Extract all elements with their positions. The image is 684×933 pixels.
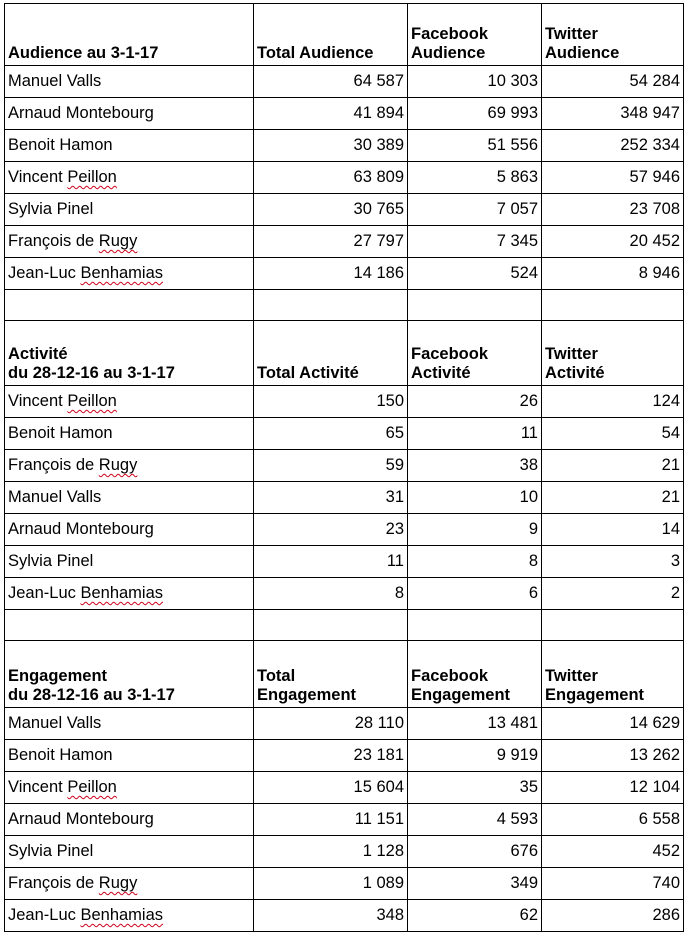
facebook-value: 10 303: [487, 72, 538, 90]
candidate-name-cell[interactable]: [5, 162, 254, 194]
candidate-first-name: François de: [8, 456, 99, 474]
engagement-facebook-header-text: Facebook: [411, 667, 489, 685]
facebook-value-cell[interactable]: [408, 130, 542, 162]
total-value-cell[interactable]: [254, 258, 408, 290]
engagement-facebook-header-text: Engagement: [411, 686, 511, 704]
candidate-last-name-spellcheck: Peillon: [67, 168, 117, 186]
total-value-cell[interactable]: [254, 514, 408, 546]
blank-cell[interactable]: [5, 290, 254, 321]
candidate-name-cell[interactable]: [5, 418, 254, 450]
table-row: [5, 162, 684, 194]
total-value: 28 110: [354, 714, 404, 732]
total-value-cell[interactable]: [254, 578, 408, 610]
audience-twitter-header[interactable]: [542, 4, 684, 66]
blank-cell[interactable]: [5, 610, 254, 641]
twitter-value-cell[interactable]: [542, 226, 684, 258]
audience-total-header[interactable]: [254, 4, 408, 66]
facebook-value-cell[interactable]: [408, 194, 542, 226]
total-value: 14 186: [353, 264, 404, 282]
candidate-name-cell[interactable]: [5, 98, 254, 130]
table-row: [5, 98, 684, 130]
candidate-first-name: Arnaud Montebourg: [8, 104, 154, 122]
candidate-name-cell[interactable]: [5, 450, 254, 482]
twitter-value-cell[interactable]: [542, 708, 684, 740]
audience-facebook-header-text: Facebook: [411, 25, 489, 43]
candidate-name-cell[interactable]: [5, 546, 254, 578]
total-value-cell[interactable]: [254, 804, 408, 836]
facebook-value-cell[interactable]: [408, 708, 542, 740]
candidate-first-name: Benoit Hamon: [8, 746, 113, 764]
blank-row: [5, 290, 684, 321]
facebook-value-cell[interactable]: [408, 772, 542, 804]
twitter-value: 14: [661, 520, 680, 538]
candidate-first-name: Vincent: [8, 778, 68, 796]
twitter-value: 57 946: [629, 168, 680, 186]
total-value: 30 389: [353, 136, 404, 154]
twitter-value-cell[interactable]: [542, 482, 684, 514]
activite-facebook-header-text: Facebook: [411, 345, 489, 363]
blank-cell[interactable]: [408, 290, 542, 321]
table-row: [5, 868, 684, 900]
candidate-first-name: François de: [8, 874, 99, 892]
candidate-name-cell[interactable]: [5, 900, 254, 932]
activite-title-cell-text: Activité: [8, 345, 68, 363]
engagement-title-cell-text: du 28-12-16 au 3-1-17: [8, 686, 175, 704]
engagement-twitter-header-text: Engagement: [545, 686, 645, 704]
table-row: [5, 708, 684, 740]
total-value: 64 587: [353, 72, 404, 90]
twitter-value: 8 946: [638, 264, 680, 282]
facebook-value: 35: [519, 778, 538, 796]
facebook-value: 5 863: [496, 168, 538, 186]
candidate-last-name-spellcheck: Benhamias: [80, 906, 164, 924]
audience-facebook-header[interactable]: [408, 4, 542, 66]
twitter-value: 286: [652, 906, 680, 924]
header-row: [5, 641, 684, 708]
total-value-cell[interactable]: [254, 130, 408, 162]
audience-twitter-header-text: Twitter: [545, 25, 598, 43]
total-value-cell[interactable]: [254, 708, 408, 740]
table-row: [5, 482, 684, 514]
candidate-last-name-spellcheck: Rugy: [98, 232, 138, 250]
facebook-value: 38: [519, 456, 538, 474]
header-row: [5, 4, 684, 66]
engagement-facebook-header[interactable]: [408, 641, 542, 708]
candidate-name-cell[interactable]: [5, 194, 254, 226]
candidate-first-name: Manuel Valls: [8, 488, 102, 506]
candidate-name-cell[interactable]: [5, 258, 254, 290]
candidate-first-name: Vincent: [8, 392, 68, 410]
candidate-name-cell[interactable]: [5, 226, 254, 258]
candidate-first-name: Manuel Valls: [8, 714, 102, 732]
twitter-value-cell[interactable]: [542, 66, 684, 98]
total-value-cell[interactable]: [254, 450, 408, 482]
candidate-first-name: Vincent: [8, 168, 68, 186]
twitter-value: 348 947: [620, 104, 680, 122]
candidate-first-name: Manuel Valls: [8, 72, 102, 90]
facebook-value-cell[interactable]: [408, 98, 542, 130]
candidate-last-name-spellcheck: Rugy: [98, 874, 138, 892]
facebook-value: 69 993: [487, 104, 538, 122]
audience-facebook-header-text: Audience: [411, 44, 486, 62]
candidate-first-name: Jean-Luc: [8, 584, 81, 602]
facebook-value-cell[interactable]: [408, 868, 542, 900]
table-row: [5, 386, 684, 418]
candidate-last-name-spellcheck: Rugy: [98, 456, 138, 474]
blank-cell[interactable]: [254, 610, 408, 641]
table-row: [5, 836, 684, 868]
twitter-value-cell[interactable]: [542, 386, 684, 418]
activite-twitter-header-text: Activité: [545, 364, 605, 382]
facebook-value: 524: [510, 264, 538, 282]
table-row: [5, 418, 684, 450]
twitter-value-cell[interactable]: [542, 450, 684, 482]
total-value: 59: [385, 456, 404, 474]
header-row: [5, 321, 684, 386]
facebook-value: 62: [519, 906, 538, 924]
total-value: 63 809: [353, 168, 404, 186]
candidate-first-name: Arnaud Montebourg: [8, 520, 154, 538]
candidate-first-name: François de: [8, 232, 99, 250]
candidate-name-cell[interactable]: [5, 66, 254, 98]
table-row: [5, 740, 684, 772]
twitter-value-cell[interactable]: [542, 514, 684, 546]
twitter-value: 14 629: [629, 714, 680, 732]
table-row: [5, 258, 684, 290]
engagement-title-cell[interactable]: [5, 641, 254, 708]
blank-row: [5, 610, 684, 641]
twitter-value: 2: [670, 584, 680, 602]
candidate-name-cell[interactable]: [5, 130, 254, 162]
twitter-value: 6 558: [638, 810, 680, 828]
activite-total-header-text: Total Activité: [257, 364, 359, 382]
total-value-cell[interactable]: [254, 418, 408, 450]
facebook-value-cell[interactable]: [408, 418, 542, 450]
candidate-name-cell[interactable]: [5, 740, 254, 772]
facebook-value: 7 057: [496, 200, 538, 218]
table-row: [5, 772, 684, 804]
total-value: 348: [376, 906, 404, 924]
activite-facebook-header-text: Activité: [411, 364, 471, 382]
candidate-first-name: Sylvia Pinel: [8, 842, 94, 860]
activite-twitter-header[interactable]: [542, 321, 684, 386]
candidate-last-name-spellcheck: Peillon: [67, 392, 117, 410]
total-value: 150: [376, 392, 404, 410]
twitter-value: 452: [652, 842, 680, 860]
twitter-value: 23 708: [629, 200, 680, 218]
total-value: 27 797: [353, 232, 404, 250]
candidate-last-name-spellcheck: Benhamias: [80, 584, 164, 602]
engagement-total-header-text: Total: [257, 667, 296, 685]
facebook-value: 26: [519, 392, 538, 410]
twitter-value: 21: [661, 456, 680, 474]
blank-cell[interactable]: [542, 290, 684, 321]
total-value: 23 181: [353, 746, 404, 764]
audience-title-cell-text: Audience au 3-1-17: [8, 44, 159, 62]
total-value-cell[interactable]: [254, 98, 408, 130]
table-row: [5, 514, 684, 546]
twitter-value-cell[interactable]: [542, 258, 684, 290]
facebook-value-cell[interactable]: [408, 740, 542, 772]
facebook-value-cell[interactable]: [408, 482, 542, 514]
candidate-name-cell[interactable]: [5, 772, 254, 804]
total-value-cell[interactable]: [254, 868, 408, 900]
facebook-value: 9 919: [496, 746, 538, 764]
facebook-value: 4 593: [496, 810, 538, 828]
total-value-cell[interactable]: [254, 482, 408, 514]
facebook-value-cell[interactable]: [408, 836, 542, 868]
facebook-value: 8: [528, 552, 538, 570]
blank-cell[interactable]: [254, 290, 408, 321]
facebook-value-cell[interactable]: [408, 450, 542, 482]
total-value: 30 765: [353, 200, 404, 218]
total-value-cell[interactable]: [254, 386, 408, 418]
facebook-value: 349: [510, 874, 538, 892]
facebook-value: 9: [528, 520, 538, 538]
candidate-name-cell[interactable]: [5, 514, 254, 546]
candidate-first-name: Sylvia Pinel: [8, 552, 94, 570]
total-value: 41 894: [353, 104, 404, 122]
twitter-value: 12 104: [629, 778, 680, 796]
spreadsheet-table: [4, 3, 684, 932]
blank-cell[interactable]: [542, 610, 684, 641]
twitter-value-cell[interactable]: [542, 162, 684, 194]
candidate-name-cell[interactable]: [5, 868, 254, 900]
facebook-value-cell[interactable]: [408, 258, 542, 290]
twitter-value-cell[interactable]: [542, 900, 684, 932]
twitter-value-cell[interactable]: [542, 804, 684, 836]
twitter-value: 740: [652, 874, 680, 892]
table-row: [5, 226, 684, 258]
facebook-value: 10: [519, 488, 538, 506]
facebook-value-cell[interactable]: [408, 514, 542, 546]
blank-cell[interactable]: [408, 610, 542, 641]
engagement-total-header-text: Engagement: [257, 686, 357, 704]
activite-twitter-header-text: Twitter: [545, 345, 598, 363]
total-value-cell[interactable]: [254, 546, 408, 578]
twitter-value: 54: [661, 424, 680, 442]
candidate-name-cell[interactable]: [5, 708, 254, 740]
facebook-value: 11: [520, 424, 538, 442]
facebook-value: 7 345: [496, 232, 538, 250]
total-value-cell[interactable]: [254, 740, 408, 772]
twitter-value-cell[interactable]: [542, 418, 684, 450]
total-value-cell[interactable]: [254, 66, 408, 98]
table-row: [5, 66, 684, 98]
twitter-value: 54 284: [629, 72, 680, 90]
engagement-twitter-header-text: Twitter: [545, 667, 598, 685]
twitter-value-cell[interactable]: [542, 194, 684, 226]
table-row: [5, 578, 684, 610]
twitter-value-cell[interactable]: [542, 578, 684, 610]
candidate-last-name-spellcheck: Benhamias: [80, 264, 164, 282]
activite-title-cell[interactable]: [5, 321, 254, 386]
facebook-value: 13 481: [487, 714, 538, 732]
twitter-value: 124: [652, 392, 680, 410]
table-row: [5, 546, 684, 578]
total-value: 65: [385, 424, 404, 442]
total-value-cell[interactable]: [254, 772, 408, 804]
twitter-value: 252 334: [620, 136, 680, 154]
candidate-first-name: Sylvia Pinel: [8, 200, 94, 218]
table-row: [5, 194, 684, 226]
table-row: [5, 804, 684, 836]
candidate-name-cell[interactable]: [5, 482, 254, 514]
facebook-value-cell[interactable]: [408, 162, 542, 194]
audience-total-header-text: Total Audience: [257, 44, 374, 62]
twitter-value: 3: [670, 552, 680, 570]
spreadsheet-body: [5, 4, 684, 932]
candidate-first-name: Jean-Luc: [8, 264, 81, 282]
total-value: 31: [385, 488, 404, 506]
total-value: 15 604: [353, 778, 404, 796]
total-value: 11 151: [354, 810, 404, 828]
total-value-cell[interactable]: [254, 194, 408, 226]
twitter-value-cell[interactable]: [542, 836, 684, 868]
twitter-value-cell[interactable]: [542, 868, 684, 900]
twitter-value-cell[interactable]: [542, 130, 684, 162]
activite-facebook-header[interactable]: [408, 321, 542, 386]
facebook-value-cell[interactable]: [408, 66, 542, 98]
candidate-name-cell[interactable]: [5, 804, 254, 836]
twitter-value: 13 262: [629, 746, 680, 764]
candidate-first-name: Arnaud Montebourg: [8, 810, 154, 828]
engagement-twitter-header[interactable]: [542, 641, 684, 708]
total-value: 1 128: [362, 842, 404, 860]
candidate-first-name: Benoit Hamon: [8, 424, 113, 442]
total-value-cell[interactable]: [254, 226, 408, 258]
twitter-value-cell[interactable]: [542, 98, 684, 130]
total-value: 23: [385, 520, 404, 538]
total-value-cell[interactable]: [254, 162, 408, 194]
total-value-cell[interactable]: [254, 900, 408, 932]
total-value-cell[interactable]: [254, 836, 408, 868]
candidate-name-cell[interactable]: [5, 578, 254, 610]
audience-title-cell[interactable]: [5, 4, 254, 66]
candidate-name-cell[interactable]: [5, 836, 254, 868]
facebook-value-cell[interactable]: [408, 546, 542, 578]
audience-twitter-header-text: Audience: [545, 44, 620, 62]
twitter-value-cell[interactable]: [542, 546, 684, 578]
engagement-total-header[interactable]: [254, 641, 408, 708]
engagement-title-cell-text: Engagement: [8, 667, 108, 685]
table-row: [5, 130, 684, 162]
total-value: 11: [386, 552, 404, 570]
total-value: 1 089: [362, 874, 404, 892]
activite-total-header[interactable]: [254, 321, 408, 386]
twitter-value-cell[interactable]: [542, 772, 684, 804]
table-row: [5, 900, 684, 932]
facebook-value-cell[interactable]: [408, 386, 542, 418]
facebook-value-cell[interactable]: [408, 804, 542, 836]
twitter-value-cell[interactable]: [542, 740, 684, 772]
facebook-value-cell[interactable]: [408, 578, 542, 610]
total-value: 8: [394, 584, 404, 602]
activite-title-cell-text: du 28-12-16 au 3-1-17: [8, 364, 175, 382]
facebook-value-cell[interactable]: [408, 226, 542, 258]
facebook-value: 676: [510, 842, 538, 860]
candidate-name-cell[interactable]: [5, 386, 254, 418]
table-row: [5, 450, 684, 482]
facebook-value: 6: [528, 584, 538, 602]
candidate-first-name: Benoit Hamon: [8, 136, 113, 154]
twitter-value: 20 452: [629, 232, 680, 250]
facebook-value: 51 556: [487, 136, 538, 154]
twitter-value: 21: [661, 488, 680, 506]
candidate-first-name: Jean-Luc: [8, 906, 81, 924]
candidate-last-name-spellcheck: Peillon: [67, 778, 117, 796]
facebook-value-cell[interactable]: [408, 900, 542, 932]
